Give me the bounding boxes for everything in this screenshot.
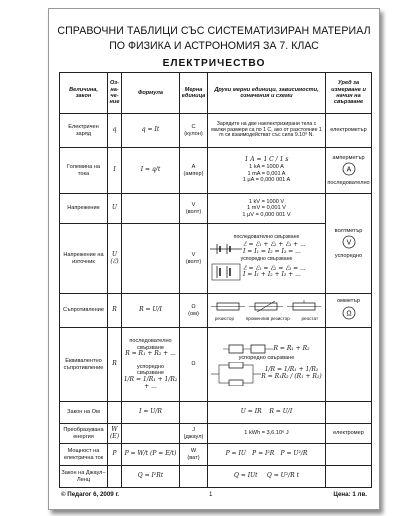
formula: Q = I²Rt	[122, 466, 180, 488]
table-row	[60, 402, 372, 424]
symbol	[108, 466, 122, 488]
table-row	[60, 444, 372, 466]
other-units: Зарядите на две наелектризирани тела с малки размери са по 1 C, ако от разстояние 1 m си взаимодействат със сила 9.10⁹ N.	[208, 114, 326, 148]
unit-name: (волт)	[185, 258, 202, 265]
device	[326, 402, 372, 424]
resistor-symbols	[209, 300, 325, 314]
unit	[180, 294, 208, 328]
unit-name: (джаул)	[183, 433, 204, 440]
series-caption: последователно свързване	[129, 338, 172, 351]
rheostat-label: реостат	[301, 316, 319, 322]
unit-symbol: C	[191, 124, 196, 131]
table-row	[60, 466, 372, 488]
unit-name: (волт)	[185, 208, 202, 215]
relation: Q = U²/R t	[266, 472, 300, 480]
other-units	[208, 444, 326, 466]
table-header-row	[60, 73, 372, 114]
formula: P = W/t (P = E/t)	[122, 444, 180, 466]
series-sources-schema	[209, 241, 243, 257]
other-units	[208, 194, 326, 224]
relation: 1 kV = 1000 V	[248, 198, 285, 205]
device: електрометър	[326, 114, 372, 148]
symbol	[108, 402, 122, 424]
relation: 1 μV = 0,000 001 V	[242, 211, 291, 218]
quantity-name: Напрежение на източник	[60, 224, 108, 294]
formula: R = U/I	[122, 294, 180, 328]
col-header: Величина, закон	[60, 73, 108, 114]
relation: U = IR	[240, 408, 262, 416]
symbol: I	[108, 148, 122, 194]
parallel-resistors-schema	[211, 362, 261, 386]
relation: 1 mA = 0,001 A	[247, 170, 286, 177]
unit-name: (кулон)	[184, 130, 203, 137]
quantity-name: Закон на Ом	[60, 402, 108, 424]
symbol-alt: (ℰ)	[110, 257, 119, 265]
table-row	[60, 224, 372, 294]
unit-name: (ом)	[188, 310, 199, 317]
unit	[180, 114, 208, 148]
col-header: Уред за измерване и начин на свързване	[326, 73, 372, 114]
other-units	[208, 466, 326, 488]
ammeter-icon	[341, 161, 357, 177]
relation: P = I²R	[252, 450, 275, 458]
formula: q = It	[122, 114, 180, 148]
device	[326, 444, 372, 466]
device-name: амперметър	[332, 154, 365, 161]
unit: Ω	[180, 328, 208, 402]
formula: I = q/t	[122, 148, 180, 194]
quantity-name: Големина на тока	[60, 148, 108, 194]
table-row	[60, 328, 372, 402]
unit	[180, 194, 208, 224]
symbol-alt: (E)	[109, 432, 120, 440]
electricity-table	[59, 72, 372, 488]
other-units	[208, 148, 326, 194]
parallel-formula: 1/R = 1/R₁ + 1/R₂	[264, 365, 319, 373]
quantity-name: Мощност на електрична ток	[60, 444, 108, 466]
reference-sheet	[48, 8, 380, 510]
emf-formula: ℰ = ℰ₁ + ℰ₂ + ℰ₃ + ...	[243, 240, 306, 248]
device-name: волтметър	[334, 227, 363, 234]
symbol	[108, 424, 122, 444]
device	[326, 466, 372, 488]
symbol: q	[108, 114, 122, 148]
device	[326, 294, 372, 328]
col-header: Мерна единица	[180, 73, 208, 114]
price: Цена: 1 лв.	[333, 491, 367, 498]
device-name: омметър	[337, 298, 360, 305]
parallel-formula-2: R = R₁R₂ / (R₁ + R₂)	[261, 372, 322, 380]
relation: R = U/I	[269, 408, 293, 416]
unit	[180, 466, 208, 488]
series-formula: R = R₁ + R₂ + ...	[125, 350, 176, 358]
series-caption: последователно свързване	[233, 233, 300, 240]
symbol: U	[108, 194, 122, 224]
relation: P = U²/R	[280, 450, 308, 458]
table-row	[60, 114, 372, 148]
connection-mode: успоредно	[334, 252, 363, 259]
resistor-label: резистор	[214, 316, 235, 322]
relation: Q = IUt	[233, 472, 258, 480]
svg-text:A: A	[346, 166, 351, 174]
series-formula: R = R₁ + R₂	[273, 344, 310, 352]
formula: I = U/R	[122, 402, 180, 424]
unit-symbol: A	[191, 164, 196, 171]
formula	[122, 424, 180, 444]
unit	[180, 424, 208, 444]
table-row	[60, 424, 372, 444]
variable-resistor-label: променлив резистор	[245, 316, 290, 322]
device: електромер	[326, 424, 372, 444]
formula	[122, 194, 180, 224]
parallel-caption: успоредно свързване	[136, 364, 165, 377]
relation: 1 μA = 0,000 001 A	[242, 177, 291, 184]
parallel-caption: успоредно свързване	[240, 255, 293, 262]
symbol	[108, 224, 122, 294]
device	[326, 328, 372, 402]
series-resistors-schema	[223, 343, 273, 355]
title-line-2: ПО ФИЗИКА И АСТРОНОМИЯ ЗА 7. КЛАС	[109, 40, 319, 52]
other-units	[208, 328, 326, 402]
symbol: R	[108, 294, 122, 328]
parallel-caption: успоредно свързване	[238, 355, 295, 362]
symbol: P	[108, 444, 122, 466]
unit-symbol: V	[191, 202, 196, 209]
quantity-name: Еквивалентно съпротивление	[60, 328, 108, 402]
current-formula: I = I₁ + I₂ + I₃ + ...	[243, 271, 301, 279]
table-row	[60, 194, 372, 224]
device	[326, 194, 372, 294]
connection-mode: последователно	[327, 179, 370, 186]
page-number: 1	[209, 491, 213, 498]
parallel-sources-schema	[209, 262, 243, 282]
relation: P = IU	[225, 450, 246, 458]
voltmeter-icon	[341, 234, 357, 250]
ohmmeter-icon	[341, 305, 357, 321]
symbol: R	[108, 328, 122, 402]
unit-symbol: V	[191, 252, 196, 259]
other-units: 1 kWh = 3,6.10⁶ J	[208, 424, 326, 444]
device	[326, 148, 372, 194]
other-units	[208, 294, 326, 328]
unit-symbol: J	[192, 427, 195, 434]
svg-text:V: V	[346, 239, 351, 247]
unit-symbol: Ω	[191, 304, 196, 311]
quantity-name: Напрежение	[60, 194, 108, 224]
quantity-name: Съпротивление	[60, 294, 108, 328]
col-header: Други мерни единици, зависимости, означения и схеми	[208, 73, 326, 114]
svg-text:Ω: Ω	[345, 310, 352, 317]
unit	[180, 224, 208, 294]
unit-name: (ампер)	[183, 170, 204, 177]
title-line-1: СПРАВОЧНИ ТАБЛИЦИ СЪС СИСТЕМАТИЗИРАН МАТЕРИАЛ	[57, 25, 371, 37]
copyright: © Педагог 6, 2009 г.	[61, 491, 120, 498]
symbol-main: U	[111, 250, 118, 258]
unit-symbol: W	[190, 448, 197, 455]
unit	[180, 444, 208, 466]
section-title: ЕЛЕКТРИЧЕСТВО	[162, 58, 266, 69]
table-row	[60, 148, 372, 194]
other-units	[208, 224, 326, 294]
quantity-name: Преобразувана енергия	[60, 424, 108, 444]
symbol-main: W	[111, 425, 118, 433]
col-header: Оз-на-че-ние	[108, 73, 122, 114]
table-row	[60, 294, 372, 328]
relation: 1 mV = 0,001 V	[247, 205, 286, 212]
quantity-name: Закон на Джаул–Ленц	[60, 466, 108, 488]
current-formula: I = I₁ = I₂ = I₃ = ...	[243, 247, 301, 255]
unit	[180, 402, 208, 424]
formula	[122, 224, 180, 294]
other-units	[208, 402, 326, 424]
emf-formula: ℰ = ℰ₁ = ℰ₂ = ℰ₃ = ...	[243, 264, 306, 272]
definition: 1 A = 1 C / 1 s	[244, 156, 289, 164]
parallel-formula: 1/R = 1/R₁ + 1/R₂ + ...	[123, 375, 178, 390]
quantity-name: Електричен заряд	[60, 114, 108, 148]
unit-name: (ват)	[187, 454, 200, 461]
col-header: Формула	[122, 73, 180, 114]
formula	[122, 328, 180, 402]
relation: 1 kA = 1000 A	[249, 164, 284, 171]
unit	[180, 148, 208, 194]
